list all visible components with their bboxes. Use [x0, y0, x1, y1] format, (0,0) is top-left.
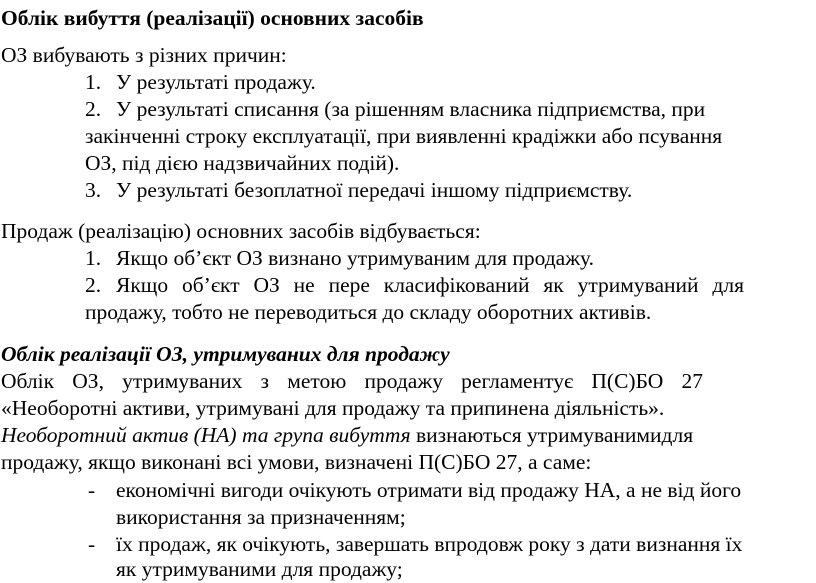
bullet-text: їх продаж, як очікують, завершать впродовж року з дати визнання їх — [116, 532, 743, 556]
list-item-number: 1. — [85, 246, 102, 270]
list-item-text-continuation: продажу, тобто не переводиться до складу оборотних активів. — [85, 300, 652, 324]
list-item-text: Якщо об’єкт ОЗ визнано утримуваним для продажу. — [116, 246, 595, 270]
list-item-text: У результаті продажу. — [116, 70, 316, 94]
list-item-number: 1. — [85, 70, 102, 94]
list-item-text: У результаті безоплатної передачі іншому підприємству. — [116, 178, 633, 202]
paragraph-line: «Необоротні активи, утримувані для продажу та припинена діяльність». — [1, 396, 665, 420]
section1-intro: ОЗ вибувають з різних причин: — [1, 43, 287, 67]
list-item-text-continuation: ОЗ, під дією надзвичайних подій). — [85, 151, 400, 175]
list-item-text: У результаті списання (за рішенням власника підприємства, при — [116, 97, 706, 121]
bullet-marker: - — [88, 532, 96, 556]
paragraph-line: продажу, якщо виконані всі умови, визначені П(С)БО 27, а саме: — [1, 450, 592, 474]
section2-intro: Продаж (реалізацію) основних засобів відбувається: — [1, 219, 481, 243]
list-item-number: 3. — [85, 178, 102, 202]
list-item-text-continuation: закінченні строку експлуатації, при виявленні крадіжки або псування — [85, 124, 723, 148]
bullet-text: економічні вигоди очікують отримати від продажу НА, а не від його — [116, 478, 742, 502]
paragraph-line: Облік ОЗ, утримуваних з метою продажу регламентує П(С)БО 27 — [1, 369, 703, 393]
paragraph-text: визнаються утримуванимидля — [410, 423, 694, 447]
bullet-text-continuation: використання за призначенням; — [116, 505, 406, 529]
section3-heading: Облік реалізації ОЗ, утримуваних для продажу — [1, 342, 450, 366]
list-item-number: 2. — [85, 273, 102, 297]
list-item-text: Якщо об’єкт ОЗ не пере класифікований як утримуваний для — [116, 273, 744, 297]
bullet-text-continuation: як утримуваними для продажу; — [116, 557, 403, 581]
italic-term: Необоротний актив (НА) та група вибуття — [1, 423, 411, 447]
list-item-number: 2. — [85, 97, 102, 121]
paragraph-line — [1, 422, 693, 449]
bullet-marker: - — [88, 478, 96, 502]
document-title: Облік вибуття (реалізації) основних засобів — [1, 6, 424, 30]
